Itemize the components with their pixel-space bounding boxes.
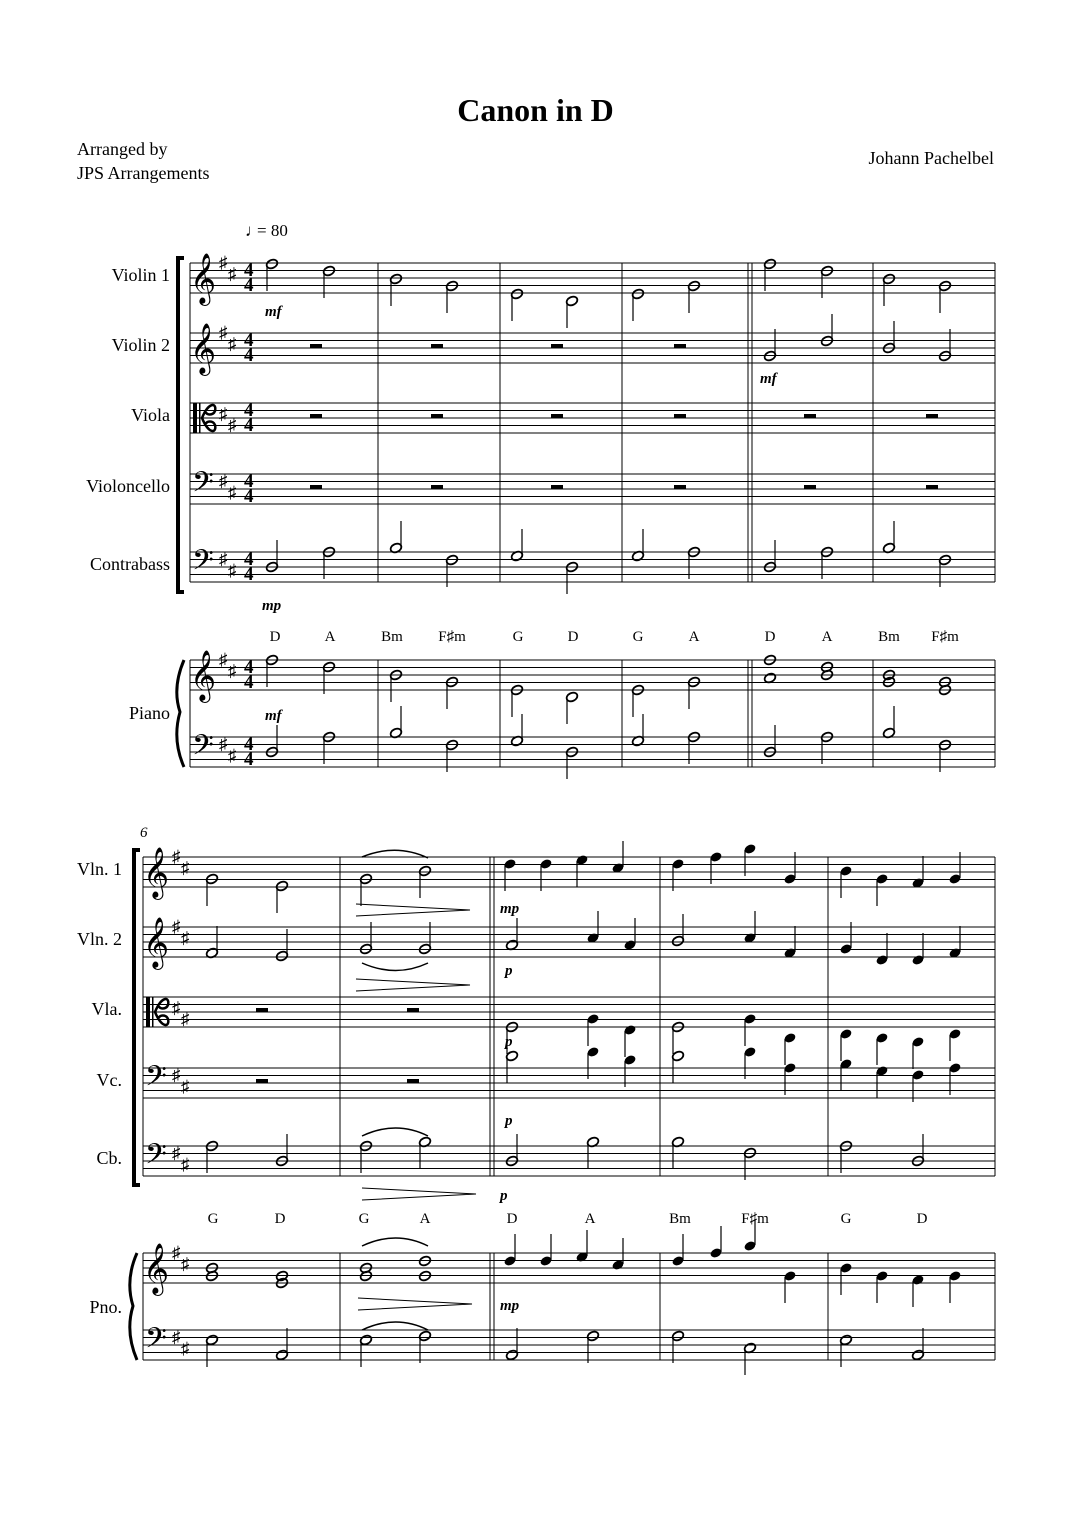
quarter-note — [875, 1270, 889, 1303]
quarter-note — [539, 858, 553, 891]
diminuendo-hairpin — [362, 1188, 476, 1200]
whole-rest — [804, 414, 816, 418]
time-signature-numerator: 4 — [244, 734, 254, 755]
sharp-icon: ♯ — [219, 323, 228, 342]
tempo-marking — [245, 221, 288, 240]
quarter-note — [783, 1032, 797, 1065]
dynamic-marking: mp — [500, 1298, 520, 1314]
chord-symbol: A — [324, 629, 336, 645]
instrument-label: Vla. — [91, 999, 122, 1019]
chord-symbol: Bm — [878, 629, 900, 645]
half-note — [687, 676, 701, 709]
dynamic-marking: mf — [760, 371, 777, 387]
chord-symbol: G — [207, 1211, 219, 1227]
staff — [190, 549, 995, 582]
instrument-label: Violin 1 — [111, 265, 170, 285]
time-signature — [244, 549, 254, 585]
sharp-icon: ♯ — [172, 1065, 181, 1085]
half-note — [418, 1136, 432, 1169]
sharp-icon: ♯ — [228, 661, 237, 681]
slur — [362, 1322, 428, 1330]
whole-rest — [551, 344, 563, 348]
whole-rest — [256, 1079, 268, 1083]
whole-rest — [310, 414, 322, 418]
half-note — [565, 746, 579, 779]
half-note — [631, 714, 645, 747]
sharp-icon: ♯ — [219, 734, 228, 754]
half-note — [510, 684, 524, 717]
diminuendo-hairpin — [358, 1298, 472, 1310]
quarter-note — [671, 858, 685, 891]
sharp-icon: ♯ — [172, 1327, 181, 1347]
half-note — [445, 280, 459, 313]
instrument-label: Vln. 1 — [77, 859, 122, 879]
sharp-icon: ♯ — [228, 264, 237, 284]
half-note — [671, 1050, 685, 1083]
half-note — [205, 1334, 219, 1367]
staff — [143, 927, 995, 957]
dynamic-marking: mp — [500, 901, 520, 917]
half-note — [839, 1334, 853, 1367]
half-note — [505, 1050, 519, 1083]
half-note — [763, 540, 777, 573]
sharp-icon: ♯ — [172, 847, 181, 866]
quarter-note — [586, 1046, 600, 1079]
chord-symbol: D — [916, 1211, 928, 1227]
half-note — [275, 1328, 289, 1361]
chord-symbol: G — [632, 629, 644, 645]
half-note — [687, 280, 701, 313]
chord-symbol: A — [584, 1211, 596, 1227]
whole-rest — [310, 344, 322, 348]
quarter-note — [783, 1270, 797, 1303]
chord-symbol: Bm — [381, 629, 403, 645]
sharp-icon: ♯ — [172, 1143, 181, 1163]
half-note — [322, 661, 336, 694]
whole-rest — [926, 485, 938, 489]
quarter-note — [623, 1024, 637, 1057]
half-note — [565, 691, 579, 724]
quarter-note — [839, 1028, 853, 1061]
system-1 — [86, 253, 995, 779]
bass-clef-icon: 𝄢 — [192, 731, 214, 768]
half-note — [510, 714, 524, 747]
half-note — [671, 1330, 685, 1363]
staff — [143, 1065, 995, 1098]
dynamic-marking: mf — [265, 304, 282, 320]
time-signature-denominator: 4 — [244, 486, 254, 507]
quarter-note — [575, 1230, 589, 1263]
half-note — [205, 873, 219, 906]
time-signature-denominator: 4 — [244, 275, 254, 296]
half-note — [275, 1134, 289, 1167]
half-note — [743, 1342, 757, 1375]
instrument-label: Pno. — [89, 1297, 122, 1317]
arranger-line-2: JPS Arrangements — [77, 163, 210, 183]
instrument-label: Violin 2 — [111, 335, 170, 355]
quarter-note — [839, 865, 853, 898]
sharp-icon: ♯ — [228, 745, 237, 765]
whole-rest — [431, 414, 443, 418]
staff — [143, 1327, 995, 1360]
staff — [143, 857, 995, 887]
whole-rest — [674, 485, 686, 489]
whole-rest — [407, 1079, 419, 1083]
time-signature-denominator: 4 — [244, 672, 254, 693]
chord-symbol: A — [688, 629, 700, 645]
whole-rest — [551, 414, 563, 418]
half-note — [389, 669, 403, 702]
half-note — [820, 314, 834, 347]
composer-credit: Johann Pachelbel — [868, 148, 994, 168]
sharp-icon: ♯ — [181, 1254, 190, 1274]
sharp-icon: ♯ — [219, 404, 228, 424]
chord-symbol: G — [840, 1211, 852, 1227]
half-note — [882, 521, 896, 554]
piano-brace — [177, 660, 184, 767]
half-note — [938, 280, 952, 313]
sharp-icon: ♯ — [228, 415, 237, 435]
staff — [143, 1143, 995, 1176]
quarter-note — [875, 873, 889, 906]
whole-rest — [926, 414, 938, 418]
chord-symbol: A — [821, 629, 833, 645]
half-note — [671, 1136, 685, 1169]
quarter-note — [611, 1238, 625, 1271]
slur — [362, 1238, 428, 1246]
time-signature — [244, 657, 254, 693]
half-note — [911, 1134, 925, 1167]
half-note — [743, 1147, 757, 1180]
chord-symbol: G — [358, 1211, 370, 1227]
chord-symbol: D — [269, 629, 281, 645]
whole-rest — [256, 1008, 268, 1012]
half-note — [389, 706, 403, 739]
quarter-note — [911, 1036, 925, 1069]
sharp-icon: ♯ — [219, 650, 228, 669]
slur — [362, 963, 428, 971]
time-signature — [244, 260, 254, 296]
whole-rest — [431, 485, 443, 489]
dynamic-marking: p — [505, 1113, 513, 1129]
half-note — [265, 725, 279, 758]
treble-clef-icon: 𝄞 — [143, 918, 170, 967]
quarter-note — [948, 1270, 962, 1303]
page-title: Canon in D — [457, 92, 614, 128]
bass-clef-icon: 𝄢 — [192, 468, 214, 505]
sharp-icon: ♯ — [181, 1154, 190, 1174]
half-note — [565, 561, 579, 594]
quarter-note — [743, 1046, 757, 1079]
staff — [190, 660, 995, 690]
half-note — [510, 529, 524, 562]
half-note — [938, 329, 952, 362]
staff — [190, 734, 995, 767]
sharp-icon: ♯ — [181, 858, 190, 878]
dynamic-marking: p — [500, 1188, 508, 1204]
quarter-note — [575, 854, 589, 887]
treble-clef-icon: 𝄞 — [143, 848, 170, 897]
slur — [362, 1128, 428, 1136]
quarter-note — [875, 1065, 889, 1098]
measure-number: 6 — [140, 825, 148, 841]
dynamic-marking: mf — [265, 708, 282, 724]
chord-symbol: D — [506, 1211, 518, 1227]
sharp-icon: ♯ — [172, 917, 181, 936]
sharp-icon: ♯ — [181, 1338, 190, 1358]
sharp-icon: ♯ — [172, 998, 181, 1018]
instrument-label: Cb. — [96, 1148, 122, 1168]
half-note — [671, 1021, 685, 1054]
piano-brace — [130, 1253, 137, 1360]
chord-symbol: A — [419, 1211, 431, 1227]
chord-symbol: D — [764, 629, 776, 645]
half-note — [389, 521, 403, 554]
staff — [190, 263, 995, 293]
quarter-note — [839, 1058, 853, 1091]
sharp-icon: ♯ — [219, 549, 228, 569]
bass-clef-icon: 𝄢 — [145, 1324, 167, 1361]
time-signature-numerator: 4 — [244, 400, 254, 421]
instrument-label: Vc. — [96, 1070, 122, 1090]
staff — [143, 997, 995, 1027]
half-note — [418, 1330, 432, 1363]
time-signature-denominator: 4 — [244, 564, 254, 585]
whole-rest — [551, 485, 563, 489]
half-note — [275, 880, 289, 913]
half-note — [763, 725, 777, 758]
system-2 — [77, 825, 995, 1375]
time-signature — [244, 471, 254, 507]
time-signature — [244, 400, 254, 436]
half-note — [505, 1328, 519, 1361]
time-signature-numerator: 4 — [244, 330, 254, 351]
sharp-icon: ♯ — [228, 334, 237, 354]
diminuendo-hairpin — [356, 979, 470, 991]
sharp-icon: ♯ — [181, 928, 190, 948]
quarter-note — [839, 1262, 853, 1295]
time-signature — [244, 330, 254, 366]
half-note — [359, 1334, 373, 1367]
treble-clef-icon: 𝄞 — [143, 1244, 170, 1293]
time-signature — [244, 734, 254, 770]
quarter-note — [503, 1234, 517, 1267]
quarter-note — [875, 1032, 889, 1065]
tempo-text: = 80 — [257, 221, 288, 240]
half-note — [882, 706, 896, 739]
time-signature-numerator: 4 — [244, 549, 254, 570]
time-signature-numerator: 4 — [244, 471, 254, 492]
tempo-note-icon: ♩ — [245, 221, 262, 240]
instrument-label: Vln. 2 — [77, 929, 122, 949]
chord-symbol: F♯m — [438, 629, 466, 645]
treble-clef-icon: 𝄞 — [190, 254, 217, 303]
quarter-note — [948, 1028, 962, 1061]
quarter-note — [709, 1226, 723, 1259]
instrument-label: Violoncello — [86, 476, 170, 496]
quarter-note — [743, 843, 757, 876]
dynamic-marking: p — [505, 1034, 513, 1050]
instrument-label: Viola — [131, 405, 170, 425]
sharp-icon: ♯ — [219, 471, 228, 491]
chord-symbol: Bm — [669, 1211, 691, 1227]
staff — [143, 1253, 995, 1283]
half-note — [631, 529, 645, 562]
dynamic-marking: mp — [262, 598, 282, 614]
chord-symbol: D — [274, 1211, 286, 1227]
half-note — [265, 540, 279, 573]
bass-clef-icon: 𝄢 — [145, 1062, 167, 1099]
quarter-note — [743, 1013, 757, 1046]
whole-rest — [431, 344, 443, 348]
half-note — [586, 1330, 600, 1363]
dynamic-marking: p — [505, 963, 513, 979]
sharp-icon: ♯ — [219, 253, 228, 272]
diminuendo-hairpin — [356, 904, 470, 916]
bass-clef-icon: 𝄢 — [145, 1140, 167, 1177]
half-note — [418, 865, 432, 898]
sharp-icon: ♯ — [228, 560, 237, 580]
time-signature-denominator: 4 — [244, 749, 254, 770]
treble-clef-icon: 𝄞 — [190, 324, 217, 373]
half-note — [586, 1136, 600, 1169]
whole-rest — [804, 485, 816, 489]
time-signature-numerator: 4 — [244, 260, 254, 281]
string-bracket — [178, 258, 184, 592]
bass-clef-icon: 𝄢 — [192, 546, 214, 583]
string-bracket — [134, 850, 140, 1185]
quarter-note — [911, 1274, 925, 1307]
quarter-note — [539, 1234, 553, 1267]
time-signature-denominator: 4 — [244, 415, 254, 436]
sharp-icon: ♯ — [181, 1076, 190, 1096]
sharp-icon: ♯ — [172, 1243, 181, 1262]
arranger-line-1: Arranged by — [77, 139, 168, 159]
instrument-label: Contrabass — [90, 554, 170, 574]
quarter-note — [911, 1069, 925, 1102]
half-note — [911, 1328, 925, 1361]
quarter-note — [586, 1013, 600, 1046]
half-note — [882, 321, 896, 354]
instrument-label: Piano — [128, 703, 170, 723]
chord-symbol: G — [512, 629, 524, 645]
time-signature-denominator: 4 — [244, 345, 254, 366]
treble-clef-icon: 𝄞 — [190, 651, 217, 700]
half-note — [631, 684, 645, 717]
whole-rest — [674, 344, 686, 348]
whole-rest — [407, 1008, 419, 1012]
quarter-note — [503, 858, 517, 891]
half-note — [763, 329, 777, 362]
whole-rest — [674, 414, 686, 418]
chord-symbol: F♯m — [741, 1211, 769, 1227]
half-note — [565, 295, 579, 328]
half-note — [359, 873, 373, 906]
quarter-note — [623, 1054, 637, 1087]
chord-symbol: D — [567, 629, 579, 645]
sharp-icon: ♯ — [228, 482, 237, 502]
half-note — [505, 1134, 519, 1167]
whole-rest — [310, 485, 322, 489]
half-note — [445, 676, 459, 709]
time-signature-numerator: 4 — [244, 657, 254, 678]
sharp-icon: ♯ — [181, 1009, 190, 1029]
chord-symbol: F♯m — [931, 629, 959, 645]
quarter-note — [671, 1234, 685, 1267]
